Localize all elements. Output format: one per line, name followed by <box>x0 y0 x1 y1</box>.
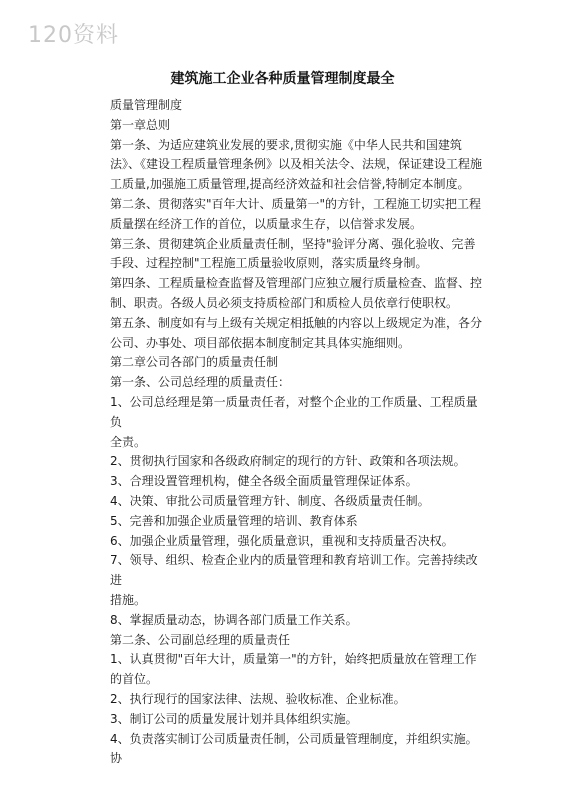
paragraph: 3、制订公司的质量发展计划并具体组织实施。 <box>110 711 358 726</box>
paragraph: 7、领导、组织、检查企业内的质量管理和教育培训工作。完善持续改进 <box>110 553 478 588</box>
paragraph: 第二章公司各部门的质量责任制 <box>110 355 279 370</box>
paragraph: 6、加强企业质量管理，强化质量意识，重视和支持质量否决权。 <box>110 533 454 548</box>
paragraph: 第二条、公司副总经理的质量责任 <box>110 632 291 647</box>
paragraph: 质量管理制度 <box>110 98 183 112</box>
paragraph: 第三条、贯彻建筑企业质量责任制，坚持"验评分离、强化验收、完善手段、过程控制"工程施工质量验收原则，落实质量终身制。 <box>110 236 476 271</box>
paragraph: 第一章总则 <box>110 117 171 132</box>
paragraph: 3、合理设置管理机构，健全各级全面质量管理保证体系。 <box>110 474 418 489</box>
paragraph: 8、掌握质量动态，协调各部门质量工作关系。 <box>110 612 358 627</box>
document-body <box>86 96 482 769</box>
paragraph: 第一条、为适应建筑业发展的要求,贯彻实施《中华人民共和国建筑法》、《建设工程质量管理条例》以及相关法令、法规，保证建设工程施工质量,加强施工质量管理,提高经济效益和社会信誉,特制定本制度。 <box>110 137 483 192</box>
paragraph: 第一条、公司总经理的质量责任： <box>110 375 291 390</box>
paragraph: 全责。 <box>110 434 147 449</box>
paragraph: 第四条、工程质量检查监督及管理部门应独立履行质量检查、监督、控制、职责。各级人员必须支持质检部门和质检人员依章行使职权。 <box>110 276 483 310</box>
document-title: 建筑施工企业各种质量管理制度最全 <box>170 71 395 87</box>
paragraph: 第二条、贯彻落实"百年大计、质量第一"的方针，工程施工切实把工程质量摆在经济工作的首位，以质量求生存，以信誉求发展。 <box>110 196 482 231</box>
watermark-text: 120资料 <box>28 23 119 48</box>
paragraph: 4、决策、审批公司质量管理方针、制度、各级质量责任制。 <box>110 493 430 508</box>
paragraph: 第五条、制度如有与上级有关规定相抵触的内容以上级规定为准，各分公司、办事处、项目部依据本制度制定其具体实施细则。 <box>110 315 483 350</box>
paragraph: 1、认真贯彻"百年大计，质量第一"的方针，始终把质量放在管理工作 <box>110 652 477 667</box>
paragraph: 5、完善和加强企业质量管理的培训、教育体系 <box>110 513 358 528</box>
paragraph: 2、贯彻执行国家和各级政府制定的现行的方针、政策和各项法规。 <box>110 454 466 469</box>
paragraph: 1、公司总经理是第一质量责任者，对整个企业的工作质量、工程质量负 <box>110 394 478 429</box>
paragraph: 4、负责落实制订公司质量责任制，公司质量管理制度，并组织实施。协 <box>110 731 478 766</box>
paragraph: 措施。 <box>110 592 147 607</box>
paragraph: 的首位。 <box>110 672 159 687</box>
paragraph: 2、执行现行的国家法律、法规、验收标准、企业标准。 <box>110 691 406 706</box>
